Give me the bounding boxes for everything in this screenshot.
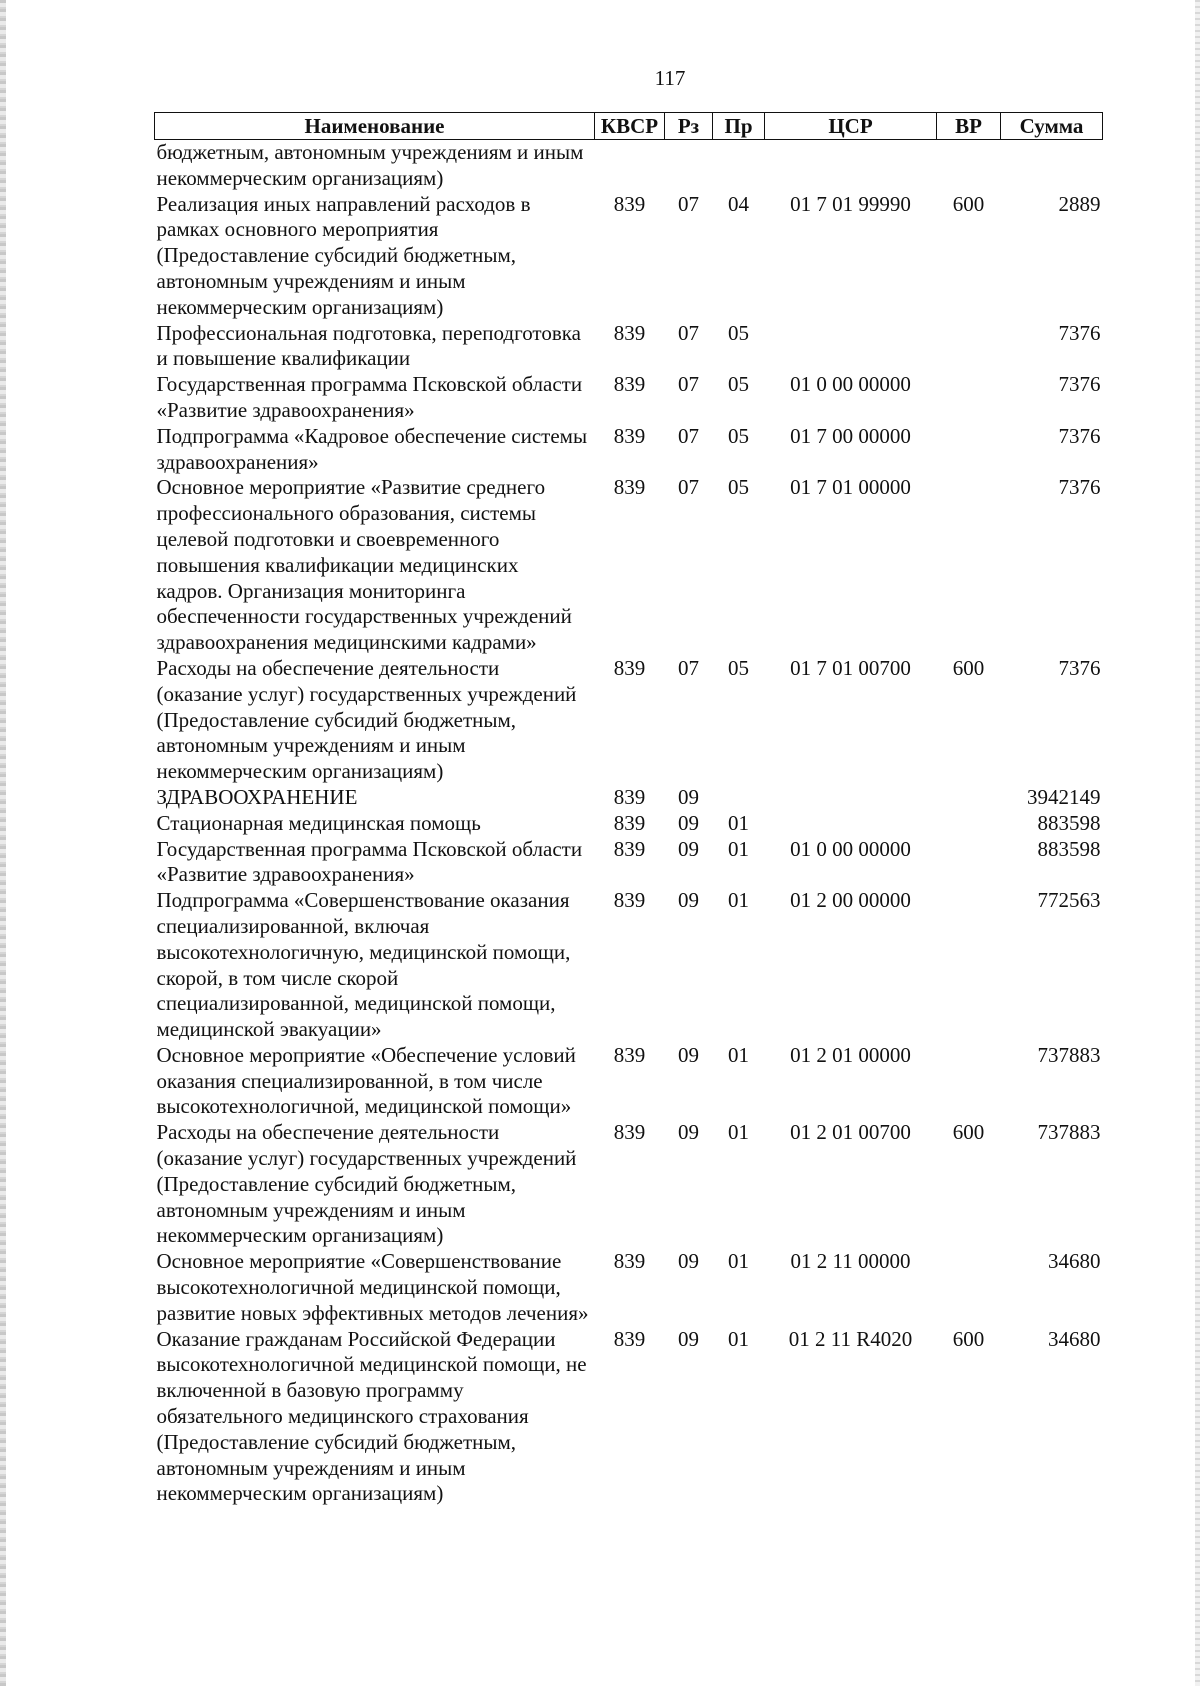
row-rz: 09 <box>678 1249 699 1274</box>
row-pr: 01 <box>728 888 749 913</box>
row-name: Расходы на обеспечение деятельности (оказание услуг) государственных учреждений (Предоставление субсидий бюджетным, автономным учреждениям и иным некоммерческим организациям) <box>156 1120 577 1248</box>
header-rz: Рз <box>665 113 713 140</box>
row-pr: 01 <box>728 1120 749 1145</box>
row-name: Основное мероприятие «Развитие среднего профессионального образования, системы целевой подготовки и своевременного повышения квалификации медицинских кадров. Организация мониторинга обеспеченности государственных учреждений здравоохранения медицинскими кадрами» <box>156 475 572 655</box>
row-kvsr: 839 <box>613 836 646 861</box>
row-vr <box>937 1249 1001 1326</box>
page-number: 117 <box>654 66 686 90</box>
row-sum: 7376 <box>1058 372 1101 397</box>
table-row <box>155 372 1103 424</box>
row-pr: 01 <box>728 810 749 835</box>
row-sum: 2889 <box>1058 191 1101 216</box>
row-sum: 7376 <box>1058 475 1101 500</box>
table-row <box>155 811 1103 837</box>
row-pr: 05 <box>728 320 749 345</box>
row-csr <box>765 321 937 373</box>
row-sum: 737883 <box>1037 1120 1101 1145</box>
row-vr <box>937 1043 1001 1120</box>
row-pr: 04 <box>728 191 749 216</box>
row-rz <box>665 140 713 192</box>
row-kvsr: 839 <box>613 1249 646 1274</box>
row-name: Основное мероприятие «Обеспечение условий оказания специализированной, в том числе высокотехнологичной, медицинской помощи» <box>156 1042 576 1119</box>
row-name: Профессиональная подготовка, переподготовка и повышение квалификации <box>156 320 581 371</box>
scan-edge-right <box>1195 0 1200 1686</box>
row-rz: 07 <box>678 655 699 680</box>
table-row <box>155 888 1103 1043</box>
table-row <box>155 656 1103 785</box>
row-sum: 772563 <box>1037 888 1101 913</box>
row-csr: 01 7 01 00000 <box>790 475 911 500</box>
row-vr: 600 <box>952 1120 985 1145</box>
row-vr <box>937 785 1001 811</box>
row-pr: 05 <box>728 475 749 500</box>
row-pr: 01 <box>728 1249 749 1274</box>
row-name: Стационарная медицинская помощь <box>156 810 481 835</box>
row-sum: 7376 <box>1058 320 1101 345</box>
row-rz: 07 <box>678 372 699 397</box>
row-rz: 09 <box>678 888 699 913</box>
header-csr: ЦСР <box>765 113 937 140</box>
row-pr <box>713 785 765 811</box>
row-name: Основное мероприятие «Совершенствование высокотехнологичной медицинской помощи, развитие новых эффективных методов лечения» <box>156 1249 589 1325</box>
row-csr <box>765 785 937 811</box>
row-kvsr: 839 <box>613 1326 646 1351</box>
row-name: Государственная программа Псковской области «Развитие здравоохранения» <box>156 372 583 422</box>
table-row <box>155 321 1103 373</box>
row-name: Расходы на обеспечение деятельности (оказание услуг) государственных учреждений (Предоставление субсидий бюджетным, автономным учреждениям и иным некоммерческим организациям) <box>156 655 577 784</box>
row-kvsr: 839 <box>613 655 646 680</box>
row-vr <box>937 424 1001 476</box>
row-vr: 600 <box>952 191 985 216</box>
row-pr: 05 <box>728 372 749 397</box>
row-vr: 600 <box>952 655 985 680</box>
row-rz: 07 <box>678 475 699 500</box>
row-name: ЗДРАВООХРАНЕНИЕ <box>156 784 358 809</box>
table-row <box>155 1043 1103 1120</box>
row-csr: 01 7 01 99990 <box>790 191 911 216</box>
row-csr: 01 0 00 00000 <box>790 836 911 861</box>
row-kvsr: 839 <box>613 423 646 448</box>
table-row <box>155 475 1103 656</box>
row-kvsr: 839 <box>613 191 646 216</box>
row-vr <box>937 321 1001 373</box>
row-rz: 07 <box>678 191 699 216</box>
row-rz: 09 <box>678 836 699 861</box>
row-vr <box>937 475 1001 656</box>
row-kvsr: 839 <box>613 475 646 500</box>
row-pr <box>713 140 765 192</box>
row-kvsr: 839 <box>613 810 646 835</box>
header-kvsr: КВСР <box>595 113 665 140</box>
row-csr <box>765 140 937 192</box>
row-kvsr: 839 <box>613 1120 646 1145</box>
scan-edge-left <box>0 0 6 1686</box>
row-csr: 01 2 01 00700 <box>790 1120 911 1145</box>
row-csr: 01 2 11 R4020 <box>788 1326 913 1351</box>
table-row <box>155 1249 1103 1326</box>
row-name: Государственная программа Псковской области «Развитие здравоохранения» <box>156 836 583 887</box>
row-pr: 05 <box>728 655 749 680</box>
budget-table <box>154 112 1103 1507</box>
row-sum: 7376 <box>1058 423 1101 448</box>
row-name: бюджетным, автономным учреждениям и иным некоммерческим организациям) <box>156 140 584 190</box>
row-sum <box>1001 140 1103 192</box>
row-name: Подпрограмма «Кадровое обеспечение системы здравоохранения» <box>156 423 588 474</box>
row-rz: 07 <box>678 320 699 345</box>
header-pr: Пр <box>713 113 765 140</box>
row-pr: 05 <box>728 423 749 448</box>
row-rz: 09 <box>678 810 699 835</box>
row-vr <box>937 811 1001 837</box>
row-rz: 09 <box>678 1042 699 1067</box>
row-kvsr: 839 <box>613 1042 646 1067</box>
table-row <box>155 424 1103 476</box>
row-sum: 34680 <box>1048 1249 1101 1274</box>
row-sum: 3942149 <box>1027 784 1101 809</box>
table-row <box>155 1327 1103 1508</box>
row-sum: 7376 <box>1058 655 1101 680</box>
row-rz: 09 <box>678 1120 699 1145</box>
table-row <box>155 140 1103 192</box>
row-rz: 07 <box>678 423 699 448</box>
row-csr: 01 2 01 00000 <box>790 1042 911 1067</box>
header-name: Наименование <box>155 113 595 140</box>
table-row <box>155 837 1103 889</box>
row-kvsr: 839 <box>613 372 646 397</box>
row-sum: 883598 <box>1037 836 1101 861</box>
row-name: Реализация иных направлений расходов в рамках основного мероприятия (Предоставление субсидий бюджетным, автономным учреждениям и иным некоммерческим организациям) <box>156 191 531 319</box>
table-row <box>155 785 1103 811</box>
row-csr: 01 7 00 00000 <box>790 423 911 448</box>
row-kvsr: 839 <box>613 784 646 809</box>
row-name: Оказание гражданам Российской Федерации высокотехнологичной медицинской помощи, не включенной в базовую программу обязательного медицинского страхования (Предоставление субсидий бюджетным, автономным учреждениям и иным некоммерческим организациям) <box>156 1326 587 1506</box>
table-row <box>155 1120 1103 1249</box>
row-csr: 01 2 11 00000 <box>790 1249 911 1274</box>
row-vr: 600 <box>952 1326 985 1351</box>
row-rz: 09 <box>678 784 699 809</box>
row-sum: 883598 <box>1037 810 1101 835</box>
row-kvsr: 839 <box>613 320 646 345</box>
row-kvsr: 839 <box>613 888 646 913</box>
row-pr: 01 <box>728 1042 749 1067</box>
header-vr: ВР <box>937 113 1001 140</box>
table-body <box>155 140 1103 1508</box>
row-kvsr <box>595 140 665 192</box>
row-name: Подпрограмма «Совершенствование оказания специализированной, включая высокотехнологичную, медицинской помощи, скорой, в том числе скорой специализированной, медицинской помощи, медицинской эвакуации» <box>156 888 571 1042</box>
row-rz: 09 <box>678 1326 699 1351</box>
row-sum: 34680 <box>1048 1326 1101 1351</box>
row-csr: 01 7 01 00700 <box>790 655 911 680</box>
row-vr <box>937 140 1001 192</box>
row-vr <box>937 888 1001 1043</box>
table-header-row <box>155 113 1103 140</box>
row-vr <box>937 837 1001 889</box>
row-pr: 01 <box>728 1326 749 1351</box>
row-sum: 737883 <box>1037 1042 1101 1067</box>
table-row <box>155 192 1103 321</box>
row-csr <box>765 811 937 837</box>
row-pr: 01 <box>728 836 749 861</box>
row-vr <box>937 372 1001 424</box>
header-sum: Сумма <box>1001 113 1103 140</box>
row-csr: 01 2 00 00000 <box>790 888 911 913</box>
row-csr: 01 0 00 00000 <box>790 372 911 397</box>
